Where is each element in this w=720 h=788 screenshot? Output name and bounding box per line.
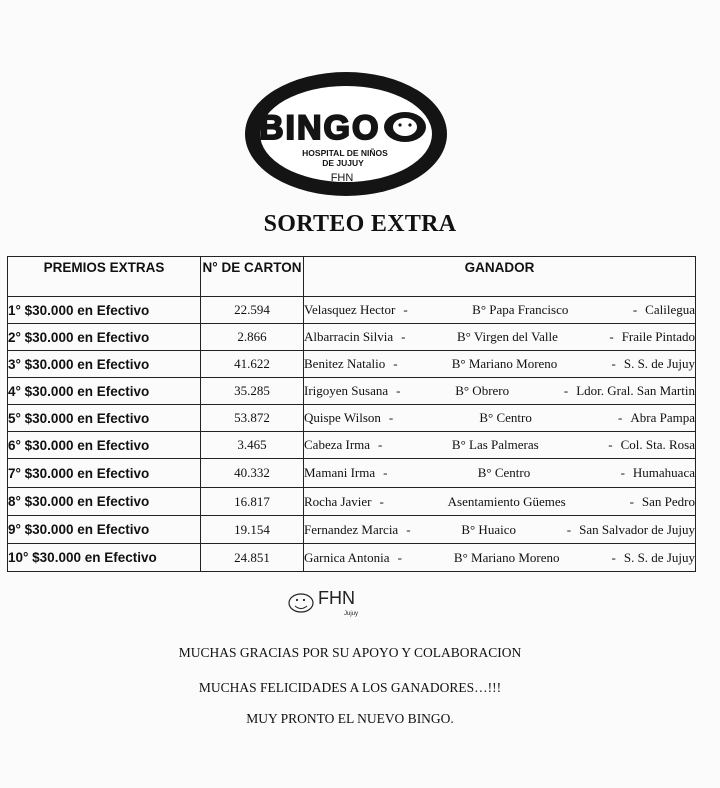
winner-localidad: Fraile Pintado: [621, 329, 695, 344]
carton-cell: 16.817: [201, 488, 304, 516]
carton-cell: 2.866: [201, 324, 304, 351]
prize-cell: 6° $30.000 en Efectivo: [8, 432, 201, 459]
winner-localidad: Abra Pampa: [630, 410, 695, 425]
header-carton: N° DE CARTON: [201, 257, 304, 297]
winner-localidad: S. S. de Jujuy: [623, 549, 695, 565]
winner-barrio: B° Virgen del Valle: [457, 329, 558, 344]
carton-cell: 19.154: [201, 516, 304, 544]
separator: -: [618, 410, 623, 425]
page-title: SORTEO EXTRA: [263, 211, 457, 237]
separator: -: [611, 549, 616, 565]
separator: -: [563, 383, 569, 398]
separator: -: [406, 521, 411, 537]
carton-cell: 35.285: [201, 378, 304, 405]
winner-barrio: B° Centro: [477, 465, 531, 480]
fhn-logo: [286, 584, 368, 620]
winner-name: Cabeza Irma: [304, 437, 371, 452]
winner-localidad: Col. Sta. Rosa: [620, 437, 695, 452]
winner-name: Benitez Natalio: [304, 356, 386, 371]
winner-cell: [304, 378, 696, 405]
separator: -: [632, 302, 638, 317]
separator: -: [397, 549, 402, 565]
winner-localidad: San Pedro: [641, 493, 695, 509]
winner-name: Mamani Irma: [304, 465, 376, 480]
header-premios: PREMIOS EXTRAS: [8, 257, 201, 297]
winner-barrio: B° Mariano Moreno: [453, 549, 560, 565]
winner-name: Irigoyen Susana: [304, 383, 389, 398]
logo-line1: HOSPITAL DE NIÑOS: [302, 148, 388, 158]
winner-cell: [304, 488, 696, 516]
winners-table: [7, 256, 696, 572]
prize-cell: 3° $30.000 en Efectivo: [8, 351, 201, 378]
winner-localidad: San Salvador de Jujuy: [579, 521, 695, 537]
winner-name: Quispe Wilson: [304, 410, 381, 425]
table-row: [8, 432, 696, 459]
bingo-logo: [243, 70, 450, 198]
separator: -: [609, 329, 614, 344]
carton-cell: 41.622: [201, 351, 304, 378]
prize-cell: 7° $30.000 en Efectivo: [8, 459, 201, 488]
carton-cell: 3.465: [201, 432, 304, 459]
winner-localidad: S. S. de Jujuy: [623, 356, 695, 371]
table-row: [8, 297, 696, 324]
table-row: [8, 544, 696, 572]
header-ganador: GANADOR: [304, 257, 696, 297]
table-row: [8, 459, 696, 488]
fhn-sub: Jujuy: [344, 611, 359, 617]
separator: -: [620, 465, 625, 480]
winner-cell: [304, 516, 696, 544]
logo-word: BINGO: [259, 109, 381, 147]
winner-barrio: Asentamiento Güemes: [447, 493, 566, 509]
winner-cell: [304, 324, 696, 351]
separator: -: [388, 410, 394, 425]
thanks-message: MUCHAS GRACIAS POR SU APOYO Y COLABORACION: [178, 645, 522, 660]
winner-cell: [304, 459, 696, 488]
prize-cell: 1° $30.000 en Efectivo: [8, 297, 201, 324]
table-header-row: [8, 257, 696, 297]
separator: -: [629, 493, 634, 509]
winner-cell: [304, 432, 696, 459]
winner-barrio: B° Mariano Moreno: [451, 356, 558, 371]
separator: -: [608, 437, 613, 452]
separator: -: [393, 356, 398, 371]
winner-name: Fernandez Marcia: [304, 521, 399, 537]
winner-name: Rocha Javier: [304, 493, 372, 509]
carton-cell: 40.332: [201, 459, 304, 488]
logo-line2: DE JUJUY: [322, 158, 364, 168]
winner-name: Garnica Antonia: [304, 549, 390, 565]
prize-cell: 4° $30.000 en Efectivo: [8, 378, 201, 405]
separator: -: [566, 521, 572, 537]
winner-localidad: Calilegua: [645, 302, 695, 317]
table-row: [8, 488, 696, 516]
separator: -: [379, 493, 384, 509]
prize-cell: 9° $30.000 en Efectivo: [8, 516, 201, 544]
carton-cell: 53.872: [201, 405, 304, 432]
carton-cell: 24.851: [201, 544, 304, 572]
table-row: [8, 324, 696, 351]
table-row: [8, 378, 696, 405]
separator: -: [378, 437, 383, 452]
winner-name: Velasquez Hector: [304, 302, 396, 317]
table-row: [8, 516, 696, 544]
winner-name: Albarracin Silvia: [304, 329, 394, 344]
separator: -: [611, 356, 616, 371]
winner-barrio: B° Centro: [479, 410, 532, 425]
prize-cell: 8° $30.000 en Efectivo: [8, 488, 201, 516]
winner-barrio: B° Huaico: [461, 521, 516, 537]
winner-cell: [304, 297, 696, 324]
fhn-mark: FHN: [318, 588, 355, 608]
prize-cell: 5° $30.000 en Efectivo: [8, 405, 201, 432]
prize-cell: 10° $30.000 en Efectivo: [8, 544, 201, 572]
winner-barrio: B° Obrero: [455, 383, 510, 398]
winner-cell: [304, 405, 696, 432]
winner-barrio: B° Las Palmeras: [451, 437, 539, 452]
carton-cell: 22.594: [201, 297, 304, 324]
table-row: [8, 405, 696, 432]
winner-localidad: Ldor. Gral. San Martin: [576, 383, 695, 398]
separator: -: [396, 383, 401, 398]
winner-localidad: Humahuaca: [632, 465, 695, 480]
table-row: [8, 351, 696, 378]
winner-barrio: B° Papa Francisco: [472, 302, 569, 317]
prize-cell: 2° $30.000 en Efectivo: [8, 324, 201, 351]
smiley-icon: [289, 594, 313, 612]
congrats-message: MUCHAS FELICIDADES A LOS GANADORES…!!!: [198, 680, 502, 695]
smiley-icon: [384, 112, 426, 142]
winner-cell: [304, 544, 696, 572]
separator: -: [403, 302, 408, 317]
logo-mark: FHN: [330, 172, 354, 184]
next-bingo-message: MUY PRONTO EL NUEVO BINGO.: [246, 711, 454, 726]
separator: -: [401, 329, 406, 344]
separator: -: [383, 465, 388, 480]
winner-cell: [304, 351, 696, 378]
